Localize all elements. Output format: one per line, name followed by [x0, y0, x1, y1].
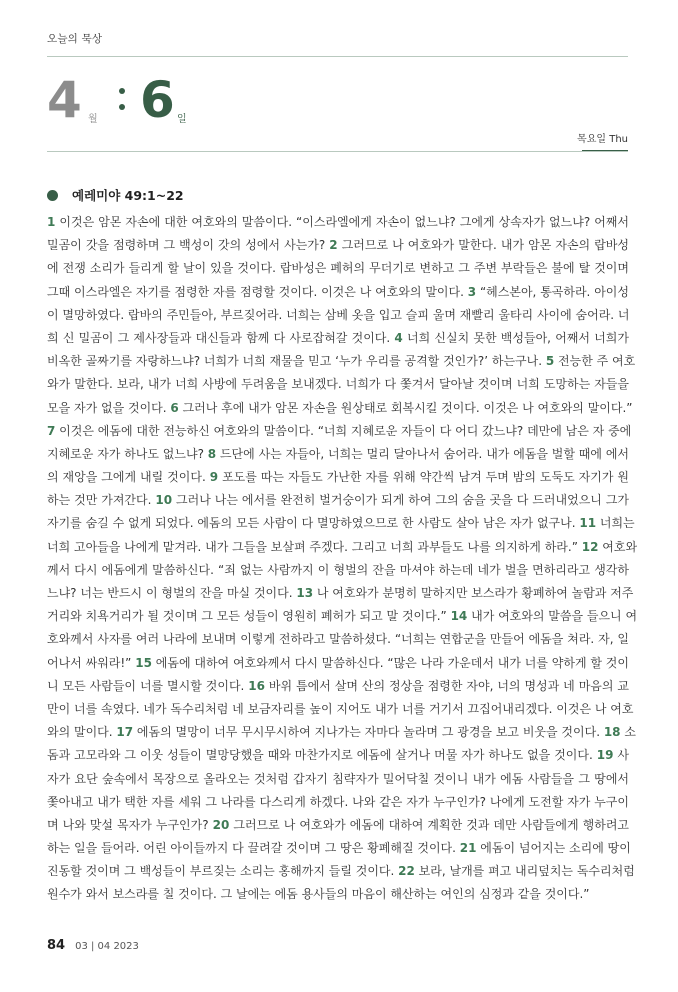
weekday-label: 목요일 Thu [577, 134, 628, 145]
text-line [47, 628, 629, 651]
text-line [47, 350, 636, 373]
verse-number: 4 [394, 330, 403, 345]
verse-text: 니 모든 사람들이 너를 멸시할 것이다. [47, 678, 249, 693]
verse-text: 진동할 것이며 그 백성들이 부르짖는 소리는 홍해까지 들릴 것이다. [47, 864, 399, 879]
verse-number: 17 [116, 725, 134, 740]
page-number: 84 [47, 938, 66, 953]
text-line [47, 327, 629, 350]
verse-number: 7 [47, 423, 56, 438]
text-line [47, 397, 633, 420]
verse-text: 와가 말한다. 보라, 내가 너희 사방에 두려움을 보내겠다. 너희가 다 쫓겨서 달아날 것이며 너희 도망하는 자들을 [47, 377, 629, 392]
verse-text: 밀곰이 갓을 점령하며 그 백성이 갓의 성에서 사는가? [47, 238, 330, 253]
month-number: 4 [47, 71, 82, 129]
text-line [47, 373, 629, 396]
text-line [47, 721, 636, 744]
text-line [47, 860, 635, 883]
verse-text: 희 신 밀곰이 그 제사장들과 대신들과 함께 다 사로잡혀갈 것이다. [47, 330, 395, 345]
verse-number: 12 [581, 539, 599, 554]
verse-text: 에 전쟁 소리가 들리게 할 날이 있을 것이다. 랍바성은 폐허의 무더기로 변하고 그 주변 부락들은 불에 탈 것이며 [47, 261, 629, 276]
verse-text: 에돔에 대하여 여호와께서 다시 말씀하신다. “많은 나라 가운데서 내가 너를 약하게 할 것이 [151, 655, 629, 670]
verse-text: 너희 신실치 못한 백성들아, 어째서 너희가 [402, 330, 629, 345]
verse-text: 그러나 후에 내가 암몬 자손을 원상태로 회복시킬 것이다. 이것은 나 여호와의 말이다.” [178, 400, 633, 415]
verse-text: 와의 말이다. [47, 725, 117, 740]
verse-text: 그러므로 나 여호와가 말한다. 내가 암몬 자손의 랍바성 [337, 238, 629, 253]
verse-text: 소 [620, 725, 636, 740]
verse-number: 5 [545, 354, 555, 369]
date-colon [119, 88, 125, 118]
verse-text: 드단에 사는 자들아, 너희는 멀리 달아나서 숨어라. 내가 에돔을 벌할 때에 에서 [216, 446, 630, 461]
verse-text: 나 여호와가 분명히 말하지만 보스라가 황폐하여 놀람과 저주 [313, 586, 634, 600]
text-line [47, 281, 629, 304]
day-unit: 일 [177, 114, 187, 125]
verse-text: 그러나 나는 에서를 완전히 벌거숭이가 되게 하여 그의 숨을 곳을 다 드러내었으니 그가 [172, 493, 630, 508]
text-line [47, 466, 629, 489]
text-line [47, 791, 629, 814]
scripture-body [47, 211, 638, 907]
text-line [47, 814, 629, 837]
verse-text: 쫓아내고 내가 택한 자를 세워 그 나라를 다스리게 하겠다. 나와 같은 자가 누구인가? 나에게 도전할 자가 누구이 [47, 794, 629, 809]
text-line [47, 489, 629, 512]
verse-number: 14 [450, 609, 468, 624]
verse-text: 너희 고아들을 나에게 맡겨라. 내가 그들을 보살펴 주겠다. 그리고 너희 과부들도 나를 의지하게 하라.” [47, 539, 582, 554]
verse-number: 10 [155, 493, 173, 508]
verse-text: 께서 다시 에돔에게 말씀하신다. “죄 없는 사람까지 이 형벌의 잔을 마셔야 하는데 네가 벌을 면하리라고 생각하 [47, 562, 629, 577]
verse-number: 18 [603, 725, 621, 740]
verse-text: 비옥한 골짜기를 자랑하느냐? 너희가 너희 재물을 믿고 ‘누가 우리를 공격할 것인가?’ 하는구나. [47, 354, 546, 369]
header-divider [47, 151, 628, 152]
verse-text: 보라, 날개를 펴고 내리덮치는 독수리처럼 [414, 864, 635, 879]
verse-text: 어나서 싸워라!” [47, 655, 136, 670]
verse-number: 8 [207, 446, 217, 461]
verse-text: 이것은 암몬 자손에 대한 여호와의 말씀이다. “이스라엘에게 자손이 없느냐? 그에게 상속자가 없느냐? 어째서 [55, 215, 629, 229]
page-footer [47, 938, 139, 956]
text-line [47, 582, 634, 605]
verse-text: 느냐? 너는 반드시 이 형벌의 잔을 마실 것이다. [47, 586, 297, 600]
verse-number: 3 [467, 284, 477, 299]
section-label: 오늘의 묵상 [47, 33, 103, 45]
text-line [47, 512, 635, 535]
verse-text: 바위 틈에서 살며 산의 정상을 점령한 자야, 너의 명성과 네 마음의 교 [265, 678, 629, 693]
top-divider [47, 56, 628, 57]
passage-heading [47, 186, 184, 204]
verse-text: 그때 이스라엘은 자기를 점령한 자를 점령할 것이다. 이것은 나 여호와의 말이다. [47, 284, 468, 299]
verse-text: 에돔의 멸망이 너무 무시무시하여 지나가는 자마다 놀라며 그 광경을 보고 비웃을 것이다. [133, 725, 604, 740]
verse-text: 포도를 따는 자들도 가난한 자를 위해 약간씩 남겨 두며 밤의 도둑도 자기가 원 [218, 470, 629, 485]
verse-text: 호와께서 사자를 여러 나라에 보내며 이렇게 전하라고 말씀하셨다. “너희는 연합군을 만들어 에돔을 쳐라. 자, 일 [47, 632, 629, 647]
verse-text: 에돔이 넘어지는 소리에 땅이 [476, 841, 631, 856]
verse-text: 하는 일을 들어라. 어린 아이들까지 다 끌려갈 것이며 그 땅은 황폐해질 것이다. [47, 841, 460, 856]
verse-text: 의 재앙을 그에게 내릴 것이다. [47, 470, 210, 485]
verse-text: 하는 것만 가져간다. [47, 493, 156, 508]
issue-date: 03 | 04 2023 [75, 941, 139, 952]
text-line [47, 211, 629, 234]
verse-number: 19 [596, 748, 614, 763]
verse-text: 자가 요단 숲속에서 목장으로 올라오는 것처럼 갑자기 침략자가 밀어닥칠 것이니 내가 에돔 사람들을 그 땅에서 [47, 771, 629, 786]
text-line [47, 675, 629, 698]
verse-text: 너희는 [596, 516, 635, 531]
text-line [47, 234, 629, 257]
verse-number: 20 [212, 817, 230, 832]
verse-number: 2 [329, 238, 338, 253]
verse-text: 이것은 에돔에 대한 전능하신 여호와의 말씀이다. “너희 지혜로운 자들이 다 어디 갔느냐? 데만에 남은 자 중에 [55, 423, 632, 438]
verse-number: 13 [296, 586, 314, 600]
date-display [47, 72, 347, 132]
verse-text: 모을 자가 없을 것이다. [47, 400, 171, 415]
verse-text: 며 나와 맞설 목자가 누구인가? [47, 817, 213, 832]
text-line [47, 652, 629, 675]
verse-number: 6 [170, 400, 179, 415]
text-line [47, 698, 634, 721]
verse-text: 그러므로 나 여호와가 에돔에 대하여 계획한 것과 데만 사람들에게 행하려고 [229, 817, 630, 832]
day-number: 6 [140, 71, 175, 129]
verse-text: 돔과 고모라와 그 이웃 성들이 멸망당했을 때와 마찬가지로 에돔에 살거나 머물 자가 하나도 없을 것이다. [47, 748, 597, 763]
verse-text: 거리와 치욕거리가 될 것이며 그 모든 성들이 영원히 폐허가 되고 말 것이다.” [47, 609, 451, 624]
text-line [47, 605, 638, 628]
verse-text: 이 멸망하였다. 랍바의 주민들아, 부르짖어라. 너희는 삼베 옷을 입고 슬피 울며 재빨리 울타리 사이에 숨어라. 너 [47, 307, 630, 322]
verse-text: 사 [613, 748, 629, 763]
verse-number: 16 [248, 678, 265, 693]
text-line [47, 420, 632, 443]
text-line [47, 883, 629, 906]
text-line [47, 744, 629, 767]
verse-number: 22 [398, 864, 415, 879]
text-line [47, 837, 629, 860]
text-line [47, 257, 629, 280]
verse-number: 1 [47, 215, 56, 229]
verse-text: 만이 너를 속였다. 네가 독수리처럼 네 보금자리를 높이 지어도 내가 너를 거기서 끄집어내리겠다. 이것은 나 여호 [47, 701, 634, 716]
verse-number: 9 [209, 470, 219, 485]
verse-number: 11 [579, 516, 597, 531]
text-line [47, 304, 629, 327]
month-unit: 월 [88, 114, 98, 125]
verse-text: 전능한 주 여호 [554, 354, 636, 369]
verse-text: 여호와 [598, 539, 638, 554]
verse-number: 21 [459, 841, 477, 856]
text-line [47, 443, 629, 466]
text-line [47, 536, 638, 559]
verse-text: 지혜로운 자가 하나도 없느냐? [47, 446, 208, 461]
verse-text: 내가 여호와의 말씀을 들으니 여 [467, 609, 638, 624]
verse-text: 원수가 와서 보스라를 칠 것이다. 그 날에는 에돔 용사들의 마음이 해산하는 여인의 심정과 같을 것이다.” [47, 887, 590, 902]
verse-number: 15 [135, 655, 152, 670]
verse-text: “헤스본아, 통곡하라. 아이성 [476, 284, 629, 299]
text-line [47, 559, 629, 582]
text-line [47, 768, 629, 791]
bullet-icon [47, 190, 58, 201]
passage-reference: 예레미야 49:1~22 [72, 188, 184, 203]
verse-text: 자기를 숨길 수 없게 되었다. 에돔의 모든 사람이 다 멸망하였으므로 한 사람도 살아 남은 자가 없구나. [47, 516, 580, 531]
